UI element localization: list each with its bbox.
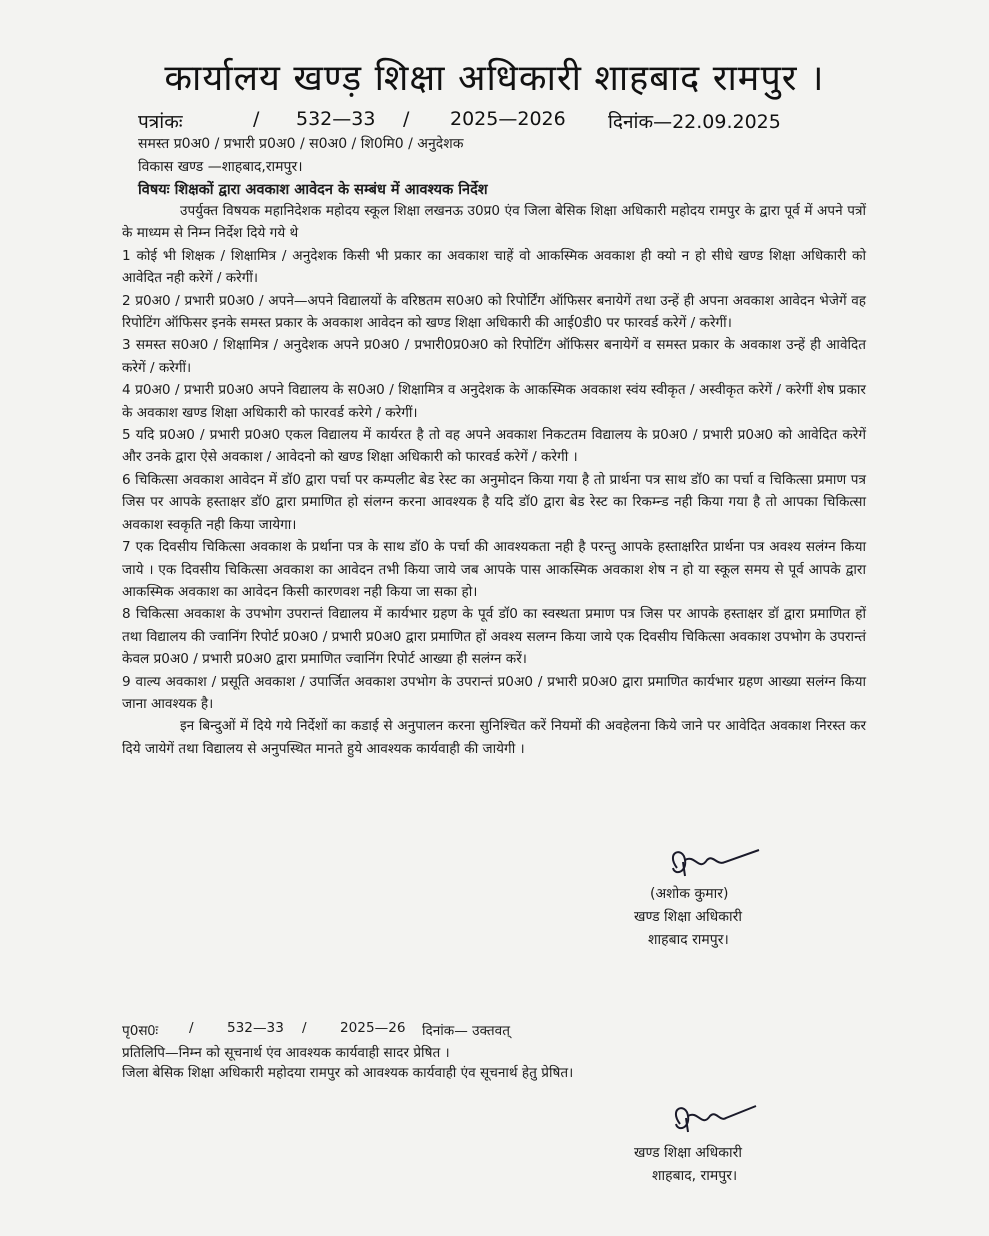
signatory-name: (अशोक कुमार) bbox=[650, 886, 729, 902]
point-1: 1 कोई भी शिक्षक / शिक्षामित्र / अनुदेशक किसी भी प्रकार का अवकाश चाहें वो आकस्मिक अवकाश ही क्यो न हो सीधे खण्ड शिक्षा अधिकारी को आवेदित नही करेगें / करेगीं। bbox=[122, 247, 866, 287]
ref-separator-2: / bbox=[403, 108, 410, 130]
endorsement-label: पृ0स0ः bbox=[122, 1023, 159, 1039]
point-6: 6 चिकित्सा अवकाश आवेदन में डॉ0 द्वारा पर्चा पर कम्पलीट बेड रेस्ट का अनुमोदन किया गया है तो प्रार्थना पत्र साथ डॉ0 का पर्चा व चिकित्सा प्रमाण पत्र जिस पर आपके हस्ताक्षर डॉ0 द्वारा प्रमाणित हो संलग्न करना आवश्यक है यदि डॉ0 द्वारा बेड रेस्ट का रिकम्न्ड नही किया गया है तो आपका चिकित्सा अवकाश स्वकृति नही किया जायेगा। bbox=[122, 471, 866, 533]
point-4: 4 प्र0अ0 / प्रभारी प्र0अ0 अपने विद्यालय के स0अ0 / शिक्षामित्र व अनुदेशक के आकस्मिक अवकाश स्वंय स्वीकृत / अस्वीकृत करेगें / करेगीं शेष प्रकार के अवकाश खण्ड शिक्षा अधिकारी को फारवर्ड करेगे / करेगीं। bbox=[122, 382, 866, 421]
ref-number: 532—33 bbox=[296, 108, 376, 130]
endorsement-line-1: प्रतिलिपि—निम्न को सूचनार्थ एंव आवश्यक कार्यवाही सादर प्रेषित । bbox=[122, 1045, 450, 1061]
signatory-place: शाहबाद रामपुर। bbox=[648, 932, 729, 948]
signatory-place-2: शाहबाद, रामपुर। bbox=[652, 1168, 738, 1184]
endorsement-session: 2025—26 bbox=[340, 1020, 406, 1036]
letter-date: दिनांक—22.09.2025 bbox=[608, 111, 781, 133]
point-9: 9 वाल्य अवकाश / प्रसूति अवकाश / उपार्जित अवकाश उपभोग के उपरान्तं प्र0अ0 / प्रभारी प्र0अ0 द्वारा प्रमाणित कार्यभार ग्रहण आख्या सलंग्न किया जाना आवश्यक है। bbox=[122, 673, 866, 712]
session: 2025—2026 bbox=[450, 108, 566, 130]
endorsement-separator-1: / bbox=[189, 1020, 194, 1036]
point-5: 5 यदि प्र0अ0 / प्रभारी प्र0अ0 एकल विद्यालय में कार्यरत है तो वह अपने अवकाश निकटतम विद्यालय के प्र0अ0 / प्रभारी प्र0अ0 को आवेदित करेगें और उनके द्वारा ऐसे अवकाश / आवेदनो को खण्ड शिक्षा अधिकारी को फारवर्ड करेगें / करेगी । bbox=[122, 427, 866, 466]
point-7: 7 एक दिवसीय चिकित्सा अवकाश के प्रर्थाना पत्र के साथ डॉ0 के पर्चा की आवश्यकता नही है परन्तु आपके हस्ताक्षरित प्रार्थना पत्र अवश्य सलंग्न किया जाये । एक दिवसीय चिकित्सा अवकाश का आवेदन तभी किया जाये जब आपके पास आकस्मिक अवकाश शेष न हो या स्कूल समय से पूर्व आपके द्वारा आकस्मिक अवकाश का आवेदन किसी कारणवश नही किया जा सका हो। bbox=[122, 539, 866, 600]
signature-mark-1 bbox=[655, 842, 765, 882]
address-line-2: विकास खण्ड —शाहबाद,रामपुर। bbox=[138, 159, 303, 175]
address-line-1: समस्त प्र0अ0 / प्रभारी प्र0अ0 / स0अ0 / शि0मि0 / अनुदेशक bbox=[138, 136, 464, 152]
endorsement-line-2: जिला बेसिक शिक्षा अधिकारी महोदया रामपुर को आवश्यक कार्यवाही एंव सूचनार्थ हेतु प्रेषित। bbox=[122, 1065, 574, 1081]
point-8: 8 चिकित्सा अवकाश के उपभोग उपरान्तं विद्यालय में कार्यभार ग्रहण के पूर्व डॉ0 का स्वस्थता प्रमाण पत्र जिस पर आपके हस्ताक्षर डॉ द्वारा प्रमाणित हों तथा विद्यालय की ज्वानिंग रिपोर्ट प्र0अ0 / प्रभारी प्र0अ0 द्वारा प्रमाणित हों अवश्य सलग्न किया जाये एक दिवसीय चिकित्सा अवकाश उपभोग के उपरान्तं केवल प्र0अ0 / प्रभारी प्र0अ0 द्वारा प्रमाणित ज्वानिंग रिपोर्ट आख्या ही सलंग्न करें। bbox=[122, 606, 866, 668]
endorsement-separator-2: / bbox=[302, 1020, 307, 1036]
subject-line: विषयः शिक्षकों द्वारा अवकाश आवेदन के सम्बंध में आवश्यक निर्देश bbox=[138, 182, 488, 198]
letter-body bbox=[122, 200, 866, 760]
ref-label: पत्रांकः bbox=[138, 111, 183, 133]
closing-paragraph: इन बिन्दुओं में दिये गये निर्देशों का कडाई से अनुपालन करना सुनिश्चित करें नियमों की अवहेलना किये जाने पर आवेदित अवकाश निरस्त कर दिये जायेगें तथा विद्यालय से अनुपस्थित मानते हुये आवश्यक कार्यवाही की जायेगी । bbox=[122, 718, 866, 757]
signatory-designation-2: खण्ड शिक्षा अधिकारी bbox=[634, 1145, 742, 1161]
signatory-designation: खण्ड शिक्षा अधिकारी bbox=[634, 909, 742, 925]
intro-paragraph: उपर्युक्त विषयक महानिदेशक महोदय स्कूल शिक्षा लखनऊ उ0प्र0 एंव जिला बेसिक शिक्षा अधिकारी महोदय रामपुर के द्वारा पूर्व में अपने पत्रों के माध्यम से निम्न निर्देश दिये गये थे bbox=[122, 203, 866, 242]
signature-mark-2 bbox=[660, 1100, 760, 1136]
ref-separator-1: / bbox=[253, 108, 260, 130]
endorsement-date: दिनांक— उक्तवत् bbox=[422, 1023, 510, 1039]
endorsement-number: 532—33 bbox=[227, 1020, 284, 1036]
point-2: 2 प्र0अ0 / प्रभारी प्र0अ0 / अपने—अपने विद्यालयों के वरिष्ठतम स0अ0 को रिपोर्टिंग ऑफिसर बनायेगें तथा उन्हें ही अपना अवकाश आवेदन भेजेगें वह रिपोटिंग ऑफिसर इनके समस्त प्रकार के अवकाश आवेदन को खण्ड शिक्षा अधिकारी की आई0डी0 पर फारवर्ड करेगें / करेगीं। bbox=[122, 292, 866, 332]
point-3: 3 समस्त स0अ0 / शिक्षामित्र / अनुदेशक अपने प्र0अ0 / प्रभारी0प्र0अ0 को रिपोटिंग ऑफिसर बनायेगें व समस्त प्रकार के अवकाश उन्हें ही आवेदित करेगें / करेगीं। bbox=[122, 337, 866, 376]
office-title: कार्यालय खण्ड़ शिक्षा अधिकारी शाहबाद रामपुर । bbox=[164, 58, 825, 99]
